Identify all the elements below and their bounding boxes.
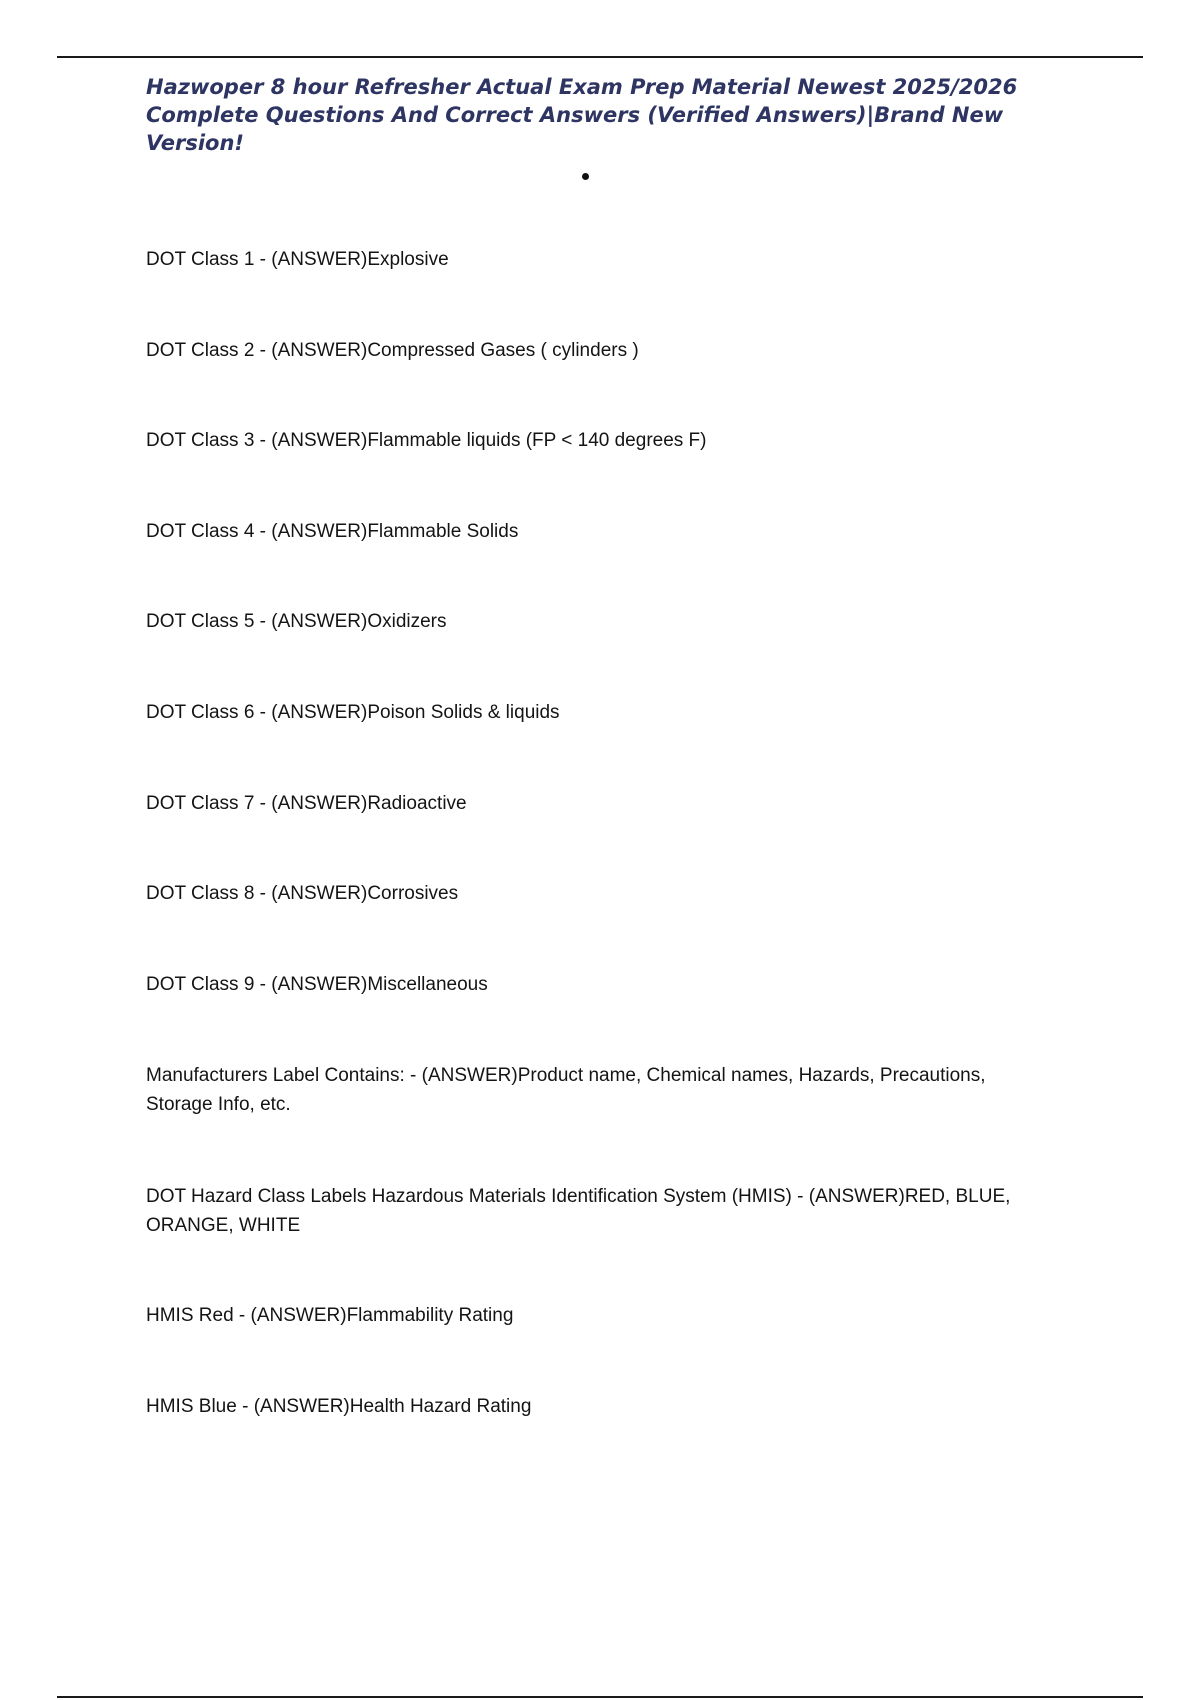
qa-item-dot-class-3: DOT Class 3 - (ANSWER)Flammable liquids (FP < 140 degrees F): [146, 430, 707, 451]
qa-item-dot-class-4: DOT Class 4 - (ANSWER)Flammable Solids: [146, 521, 519, 542]
header-rule: [57, 56, 1143, 58]
bullet-point: [582, 173, 589, 180]
qa-item-dot-class-7: DOT Class 7 - (ANSWER)Radioactive: [146, 793, 467, 814]
qa-item-dot-class-5: DOT Class 5 - (ANSWER)Oxidizers: [146, 611, 447, 632]
qa-item-dot-class-9: DOT Class 9 - (ANSWER)Miscellaneous: [146, 974, 488, 995]
footer-rule: [57, 1696, 1143, 1698]
qa-item-dot-class-1: DOT Class 1 - (ANSWER)Explosive: [146, 249, 449, 270]
qa-item-hmis-blue: HMIS Blue - (ANSWER)Health Hazard Rating: [146, 1396, 532, 1417]
document-title: Hazwoper 8 hour Refresher Actual Exam Prep Material Newest 2025/2026 Complete Questions And Correct Answers (Verified Answers)|Brand New Version!: [146, 75, 1018, 155]
qa-item-hmis-colors: DOT Hazard Class Labels Hazardous Materials Identification System (HMIS) - (ANSWER)RED, BLUE, ORANGE, WHITE: [146, 1186, 1011, 1236]
qa-item-dot-class-6: DOT Class 6 - (ANSWER)Poison Solids & liquids: [146, 702, 560, 723]
qa-item-manufacturers-label: Manufacturers Label Contains: - (ANSWER)Product name, Chemical names, Hazards, Precautions, Storage Info, etc.: [146, 1065, 986, 1115]
qa-item-hmis-red: HMIS Red - (ANSWER)Flammability Rating: [146, 1305, 514, 1326]
qa-item-dot-class-8: DOT Class 8 - (ANSWER)Corrosives: [146, 883, 459, 904]
qa-item-dot-class-2: DOT Class 2 - (ANSWER)Compressed Gases ( cylinders ): [146, 340, 639, 361]
